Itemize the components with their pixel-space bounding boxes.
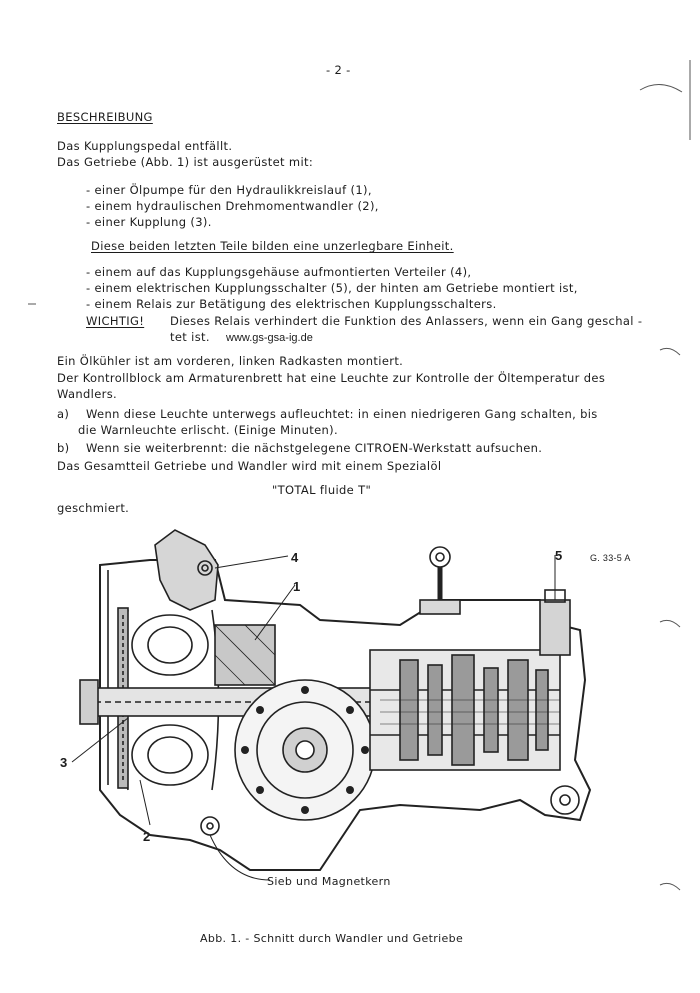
body-line-converter: Wandlers. [57,387,118,401]
step-b-marker: b) [57,441,70,455]
body-line-oil-cooler: Ein Ölkühler ist am vorderen, linken Radkasten montiert. [57,354,404,368]
list-item-clutch-switch: - einem elektrischen Kupplungsschalter (5), der hinten am Getriebe montiert ist, [86,281,578,295]
section-heading: BESCHREIBUNG [57,110,153,124]
list-item-distributor: - einem auf das Kupplungsgehäuse aufmontierten Verteiler (4), [86,265,472,279]
figure-ref-code: G. 33-5 A [590,553,631,563]
list-item-oil-pump: - einer Ölpumpe für den Hydraulikkreislauf (1), [86,183,372,197]
important-text-line-1: Dieses Relais verhindert die Funktion des Anlassers, wenn ein Gang geschal - [170,314,643,328]
important-label: WICHTIG! [86,314,145,328]
callout-2: 2 [143,829,151,844]
step-b-line-1: Wenn sie weiterbrennt: die nächstgelegene CITROEN-Werkstatt aufsuchen. [86,441,543,455]
lubrication-end: geschmiert. [57,501,130,515]
page-number: - 2 - [326,63,351,77]
unit-note: Diese beiden letzten Teile bilden eine unzerlegbare Einheit. [91,239,454,253]
sieve-magnet-label: Sieb und Magnetkern [267,875,391,888]
body-line-control-block: Der Kontrollblock am Armaturenbrett hat eine Leuchte zur Kontrolle der Öltemperatur des [57,371,606,385]
oil-name: "TOTAL fluide T" [272,483,372,497]
list-item-converter: - einem hydraulischen Drehmomentwandler (2), [86,199,379,213]
lubrication-line: Das Gesamtteil Getriebe und Wandler wird mit einem Spezialöl [57,459,442,473]
callout-3: 3 [60,755,68,770]
callout-1: 1 [293,579,301,594]
figure-caption: Abb. 1. - Schnitt durch Wandler und Getriebe [200,932,464,945]
step-a-line-2: die Warnleuchte erlischt. (Einige Minuten). [78,423,338,437]
website-url: www.gs-gsa-ig.de [226,332,313,344]
list-item-clutch: - einer Kupplung (3). [86,215,212,229]
intro-line-1: Das Kupplungspedal entfällt. [57,139,233,153]
callout-4: 4 [291,550,299,565]
step-a-marker: a) [57,407,70,421]
callout-5: 5 [555,548,563,563]
step-a-line-1: Wenn diese Leuchte unterwegs aufleuchtet: in einen niedrigeren Gang schalten, bis [86,407,598,421]
important-text-line-2: tet ist. [170,330,210,344]
list-item-relay: - einem Relais zur Betätigung des elektrischen Kupplungsschalters. [86,297,497,311]
intro-line-2: Das Getriebe (Abb. 1) ist ausgerüstet mit: [57,155,314,169]
